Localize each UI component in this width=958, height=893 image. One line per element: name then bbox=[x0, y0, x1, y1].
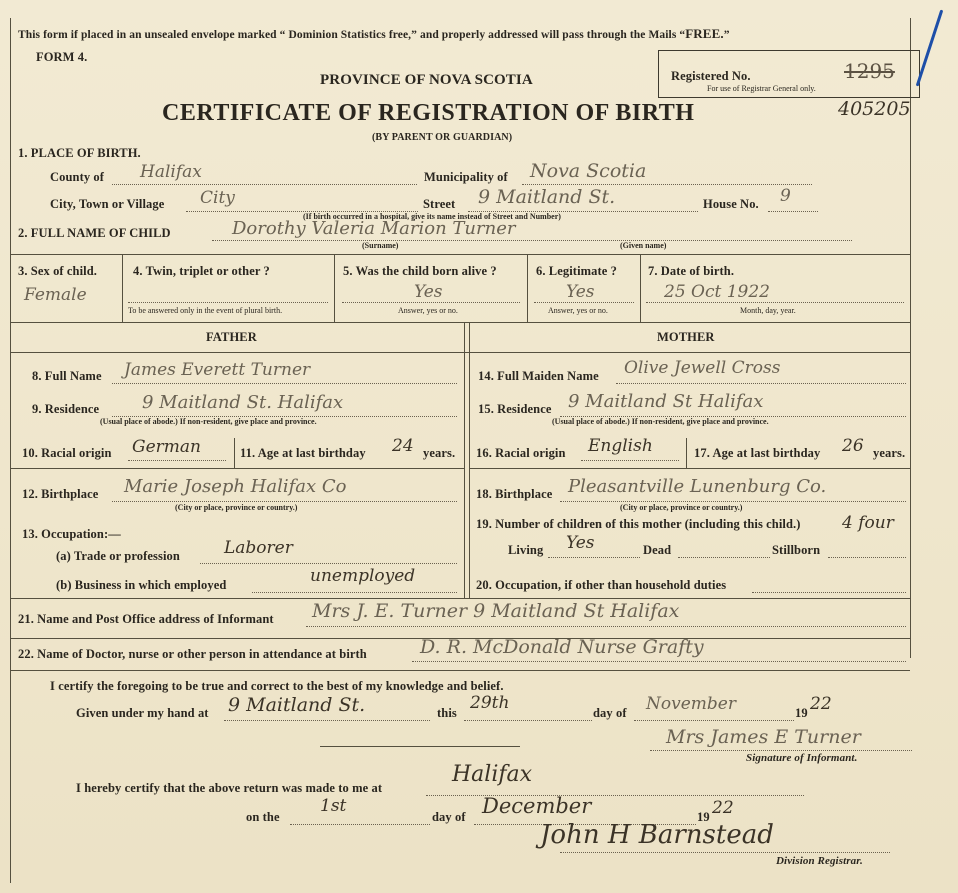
mother-age-unit: years. bbox=[873, 446, 906, 460]
father-racial-label: 10. Racial origin bbox=[22, 446, 112, 460]
father-racial-value: German bbox=[132, 437, 201, 457]
row3-divider-1 bbox=[122, 254, 123, 322]
father-birthplace-note: (City or place, province or country.) bbox=[175, 503, 298, 512]
mother-racial-line bbox=[581, 460, 679, 461]
doctor-value: D. R. McDonald Nurse Grafty bbox=[420, 636, 704, 658]
municipality-label: Municipality of bbox=[424, 170, 508, 184]
surname-caption: (Surname) bbox=[362, 241, 399, 250]
father-age-divider bbox=[234, 438, 235, 468]
alive-line bbox=[342, 302, 520, 303]
municipality-line bbox=[522, 184, 812, 185]
father-racial-line bbox=[128, 460, 226, 461]
father-birthplace-label: 12. Birthplace bbox=[22, 487, 99, 501]
alive-note: Answer, yes or no. bbox=[398, 306, 458, 315]
mother-stillborn-label: Stillborn bbox=[772, 543, 821, 557]
informant-value: Mrs J. E. Turner 9 Maitland St Halifax bbox=[312, 600, 680, 622]
sex-label: 3. Sex of child. bbox=[18, 264, 98, 278]
mother-racial-label: 16. Racial origin bbox=[476, 446, 566, 460]
mother-dead-line bbox=[678, 557, 770, 558]
child-name-line bbox=[212, 240, 852, 241]
certify-day-of-label: day of bbox=[593, 706, 627, 720]
registrar-day-value: 1st bbox=[320, 796, 347, 816]
city-value: City bbox=[200, 188, 235, 208]
page-subtitle: (BY PARENT OR GUARDIAN) bbox=[372, 132, 513, 143]
left-border bbox=[10, 18, 11, 883]
heading-rule bbox=[10, 352, 910, 353]
father-business-label: (b) Business in which employed bbox=[56, 578, 227, 592]
municipality-value: Nova Scotia bbox=[530, 160, 647, 182]
twin-note: To be answered only in the event of plural birth. bbox=[128, 306, 283, 315]
certify-day-line bbox=[464, 720, 592, 721]
mother-living-line bbox=[548, 557, 640, 558]
father-name-label: 8. Full Name bbox=[32, 369, 102, 383]
row3-bottom-rule bbox=[10, 322, 910, 323]
informant-signature-caption: Signature of Informant. bbox=[746, 752, 858, 764]
mother-name-value: Olive Jewell Cross bbox=[624, 358, 781, 378]
father-business-line bbox=[252, 592, 457, 593]
informant-top-rule bbox=[10, 598, 910, 599]
child-name-value: Dorothy Valeria Marion Turner bbox=[232, 218, 516, 239]
mother-living-label: Living bbox=[508, 543, 544, 557]
informant-signature: Mrs James E Turner bbox=[666, 726, 861, 748]
date-line bbox=[646, 302, 904, 303]
twin-label: 4. Twin, triplet or other ? bbox=[133, 264, 270, 278]
house-value: 9 bbox=[780, 186, 791, 206]
informant-certify-statement: I certify the foregoing to be true and correct to the best of my knowledge and belief. bbox=[50, 679, 504, 693]
column-divider bbox=[464, 322, 465, 598]
mother-birthplace-label: 18. Birthplace bbox=[476, 487, 553, 501]
registrar-place-value: Halifax bbox=[452, 762, 533, 787]
mother-birthplace-line bbox=[560, 501, 906, 502]
legitimate-value: Yes bbox=[566, 282, 595, 302]
mother-living-value: Yes bbox=[566, 533, 595, 553]
date-note: Month, day, year. bbox=[740, 306, 796, 315]
row3-divider-4 bbox=[640, 254, 641, 322]
mother-children-label: 19. Number of children of this mother (including this child.) bbox=[476, 517, 801, 531]
mother-age-label: 17. Age at last birthday bbox=[694, 446, 821, 460]
mother-heading: MOTHER bbox=[657, 330, 715, 344]
registrar-year-value: 22 bbox=[712, 798, 734, 818]
registrar-on-the-label: on the bbox=[246, 810, 280, 824]
blue-pen-mark bbox=[916, 9, 944, 86]
mother-name-line bbox=[616, 383, 906, 384]
child-name-label: 2. FULL NAME OF CHILD bbox=[18, 226, 171, 240]
father-heading: FATHER bbox=[206, 330, 257, 344]
city-label: City, Town or Village bbox=[50, 197, 165, 211]
certify-year-value: 22 bbox=[810, 694, 832, 714]
father-name-line bbox=[112, 383, 457, 384]
province-heading: PROVINCE OF NOVA SCOTIA bbox=[320, 72, 533, 88]
mother-children-value: 4 four bbox=[842, 513, 894, 533]
mother-residence-value: 9 Maitland St Halifax bbox=[568, 391, 764, 412]
legitimate-label: 6. Legitimate ? bbox=[536, 264, 617, 278]
father-trade-line bbox=[200, 563, 457, 564]
certify-month-line bbox=[634, 720, 794, 721]
house-line bbox=[768, 211, 818, 212]
section-separator bbox=[320, 746, 520, 747]
informant-signature-line bbox=[650, 750, 912, 751]
mother-stillborn-line bbox=[828, 557, 906, 558]
mother-name-label: 14. Full Maiden Name bbox=[478, 369, 599, 383]
sex-value: Female bbox=[24, 285, 87, 305]
father-racial-rule bbox=[10, 468, 464, 469]
county-line bbox=[112, 184, 417, 185]
stamp-number: 405205 bbox=[838, 98, 911, 120]
given-label: Given under my hand at bbox=[76, 706, 209, 720]
father-birthplace-value: Marie Joseph Halifax Co bbox=[124, 476, 347, 497]
date-label: 7. Date of birth. bbox=[648, 264, 735, 278]
mother-age-value: 26 bbox=[842, 436, 864, 456]
mother-birthplace-value: Pleasantville Lunenburg Co. bbox=[568, 476, 827, 497]
mother-occupation-label: 20. Occupation, if other than household duties bbox=[476, 578, 727, 592]
registered-number: 1295 bbox=[844, 59, 895, 83]
given-place-line bbox=[224, 720, 430, 721]
father-age-unit: years. bbox=[423, 446, 456, 460]
father-age-value: 24 bbox=[392, 436, 414, 456]
certify-day-value: 29th bbox=[470, 693, 510, 713]
informant-line bbox=[306, 626, 906, 627]
registrar-signature-line bbox=[560, 852, 890, 853]
row3-divider-2 bbox=[334, 254, 335, 322]
father-age-label: 11. Age at last birthday bbox=[240, 446, 366, 460]
envelope-note: This form if placed in an unsealed envelope marked “ Dominion Statistics free,” and properly addressed will pass through the Mails “FREE.” bbox=[18, 26, 730, 41]
mother-occupation-line bbox=[752, 592, 906, 593]
alive-value: Yes bbox=[414, 282, 443, 302]
given-name-caption: (Given name) bbox=[620, 241, 667, 250]
row3-divider-3 bbox=[527, 254, 528, 322]
registrar-month-value: December bbox=[482, 794, 592, 818]
father-residence-label: 9. Residence bbox=[32, 402, 100, 416]
house-label: House No. bbox=[703, 197, 759, 211]
father-occupation-label: 13. Occupation:— bbox=[22, 527, 121, 541]
mother-racial-rule bbox=[470, 468, 910, 469]
registrar-statement: I hereby certify that the above return was made to me at bbox=[76, 781, 383, 795]
doctor-label: 22. Name of Doctor, nurse or other person in attendance at birth bbox=[18, 647, 367, 661]
date-value: 25 Oct 1922 bbox=[664, 282, 770, 302]
registrar-signature: John H Barnstead bbox=[540, 820, 774, 850]
alive-label: 5. Was the child born alive ? bbox=[343, 264, 497, 278]
registrar-caption: Division Registrar. bbox=[776, 855, 863, 867]
father-trade-value: Laborer bbox=[224, 538, 293, 558]
father-business-value: unemployed bbox=[310, 566, 416, 586]
place-section-label: 1. PLACE OF BIRTH. bbox=[18, 146, 141, 160]
doctor-bottom-rule bbox=[10, 670, 910, 671]
legitimate-note: Answer, yes or no. bbox=[548, 306, 608, 315]
registrar-day-of-label: day of bbox=[432, 810, 466, 824]
twin-line bbox=[128, 302, 328, 303]
mother-residence-note: (Usual place of abode.) If non-resident, give place and province. bbox=[552, 417, 769, 426]
registrar-day-line bbox=[290, 824, 430, 825]
certify-month-value: November bbox=[646, 694, 736, 714]
street-value: 9 Maitland St. bbox=[478, 186, 616, 208]
county-label: County of bbox=[50, 170, 105, 184]
father-residence-value: 9 Maitland St. Halifax bbox=[142, 392, 344, 413]
this-label: this bbox=[437, 706, 457, 720]
mother-dead-label: Dead bbox=[643, 543, 672, 557]
mother-birthplace-note: (City or place, province or country.) bbox=[620, 503, 743, 512]
father-name-value: James Everett Turner bbox=[124, 360, 311, 380]
mother-age-divider bbox=[686, 438, 687, 468]
mother-residence-label: 15. Residence bbox=[478, 402, 552, 416]
father-residence-note: (Usual place of abode.) If non-resident, give place and province. bbox=[100, 417, 317, 426]
father-trade-label: (a) Trade or profession bbox=[56, 549, 180, 563]
form-number: FORM 4. bbox=[36, 50, 88, 64]
informant-label: 21. Name and Post Office address of Informant bbox=[18, 612, 274, 626]
county-value: Halifax bbox=[140, 162, 202, 182]
legitimate-line bbox=[534, 302, 634, 303]
doctor-line bbox=[412, 661, 906, 662]
page-title: CERTIFICATE OF REGISTRATION OF BIRTH bbox=[162, 100, 695, 126]
column-divider-2 bbox=[469, 322, 470, 598]
hospital-note: (If birth occurred in a hospital, give its name instead of Street and Number) bbox=[303, 212, 561, 221]
father-birthplace-line bbox=[112, 501, 457, 502]
given-place-value: 9 Maitland St. bbox=[228, 694, 366, 716]
registered-note: For use of Registrar General only. bbox=[707, 84, 816, 93]
registrar-year-prefix: 19 bbox=[697, 810, 710, 824]
street-label: Street bbox=[423, 197, 456, 211]
registered-box bbox=[658, 50, 920, 98]
registered-label: Registered No. bbox=[671, 69, 751, 83]
row3-top-rule bbox=[10, 254, 910, 255]
certify-year-prefix: 19 bbox=[795, 706, 808, 720]
mother-racial-value: English bbox=[588, 436, 653, 456]
